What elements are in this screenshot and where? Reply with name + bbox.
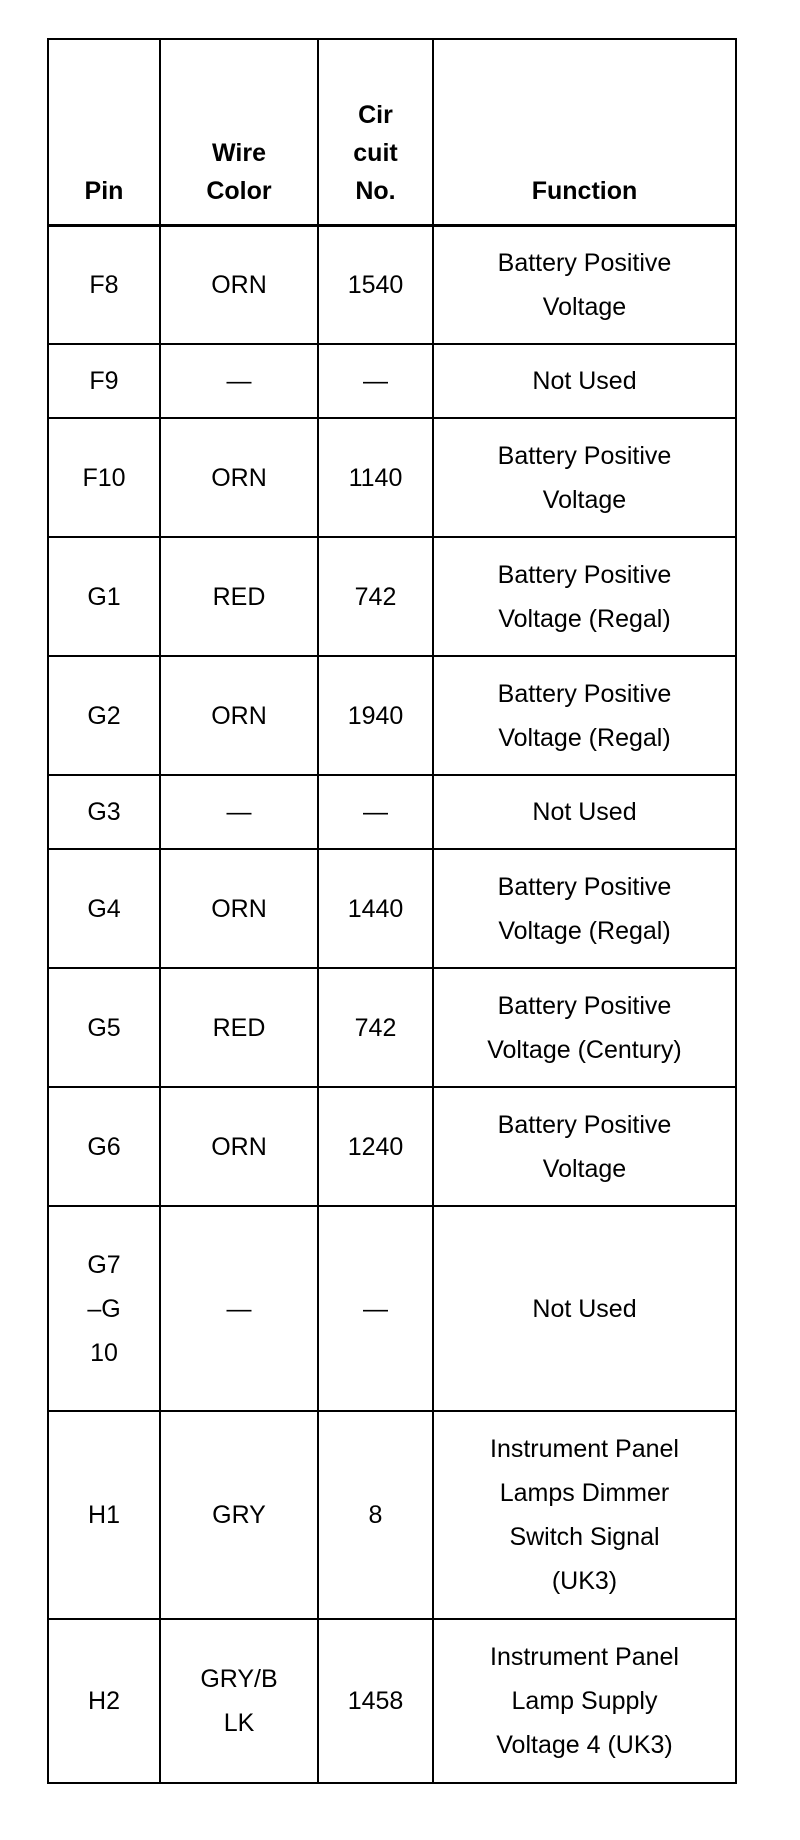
table-row (48, 225, 736, 344)
header-circuit-no: Cir cuit No. (318, 39, 433, 225)
cell-function: Battery Positive Voltage (Regal) (433, 656, 736, 775)
table-row (48, 849, 736, 968)
cell-pin: G3 (48, 775, 160, 849)
cell-pin: G6 (48, 1087, 160, 1206)
cell-function: Battery Positive Voltage (433, 1087, 736, 1206)
cell-wire-color: ORN (160, 849, 318, 968)
connector-pin-table (47, 38, 737, 1784)
cell-pin: F8 (48, 225, 160, 344)
cell-function: Battery Positive Voltage (433, 225, 736, 344)
table-row (48, 775, 736, 849)
cell-function: Not Used (433, 775, 736, 849)
cell-pin: H1 (48, 1411, 160, 1619)
cell-circuit-no: 742 (318, 968, 433, 1087)
cell-circuit-no: — (318, 1206, 433, 1411)
table-row (48, 537, 736, 656)
table-row (48, 968, 736, 1087)
cell-wire-color: GRY (160, 1411, 318, 1619)
cell-circuit-no: 1440 (318, 849, 433, 968)
cell-circuit-no: 1940 (318, 656, 433, 775)
cell-pin: F9 (48, 344, 160, 418)
cell-pin: G1 (48, 537, 160, 656)
cell-function: Battery Positive Voltage (Regal) (433, 537, 736, 656)
cell-wire-color: — (160, 344, 318, 418)
cell-function: Instrument Panel Lamps Dimmer Switch Signal (UK3) (433, 1411, 736, 1619)
cell-wire-color: ORN (160, 656, 318, 775)
header-pin: Pin (48, 39, 160, 225)
cell-circuit-no: 1458 (318, 1619, 433, 1783)
cell-circuit-no: 8 (318, 1411, 433, 1619)
cell-function: Not Used (433, 344, 736, 418)
cell-circuit-no: 1240 (318, 1087, 433, 1206)
cell-pin: H2 (48, 1619, 160, 1783)
cell-circuit-no: — (318, 775, 433, 849)
cell-wire-color: GRY/B LK (160, 1619, 318, 1783)
cell-pin: G2 (48, 656, 160, 775)
table-row (48, 1411, 736, 1619)
cell-circuit-no: 1540 (318, 225, 433, 344)
cell-circuit-no: — (318, 344, 433, 418)
cell-wire-color: ORN (160, 418, 318, 537)
table-row (48, 1087, 736, 1206)
cell-wire-color: RED (160, 968, 318, 1087)
cell-circuit-no: 1140 (318, 418, 433, 537)
cell-pin: G7 –G 10 (48, 1206, 160, 1411)
cell-function: Not Used (433, 1206, 736, 1411)
table-row (48, 344, 736, 418)
header-function: Function (433, 39, 736, 225)
cell-wire-color: ORN (160, 225, 318, 344)
cell-pin: F10 (48, 418, 160, 537)
table-row (48, 1206, 736, 1411)
table-row (48, 656, 736, 775)
cell-function: Battery Positive Voltage (Regal) (433, 849, 736, 968)
cell-pin: G4 (48, 849, 160, 968)
cell-function: Instrument Panel Lamp Supply Voltage 4 (UK3) (433, 1619, 736, 1783)
table-row (48, 418, 736, 537)
table-row (48, 1619, 736, 1783)
header-wire-color: Wire Color (160, 39, 318, 225)
cell-wire-color: — (160, 775, 318, 849)
cell-wire-color: — (160, 1206, 318, 1411)
cell-function: Battery Positive Voltage (433, 418, 736, 537)
cell-pin: G5 (48, 968, 160, 1087)
cell-function: Battery Positive Voltage (Century) (433, 968, 736, 1087)
table-header-row (48, 39, 736, 225)
cell-wire-color: RED (160, 537, 318, 656)
cell-wire-color: ORN (160, 1087, 318, 1206)
cell-circuit-no: 742 (318, 537, 433, 656)
